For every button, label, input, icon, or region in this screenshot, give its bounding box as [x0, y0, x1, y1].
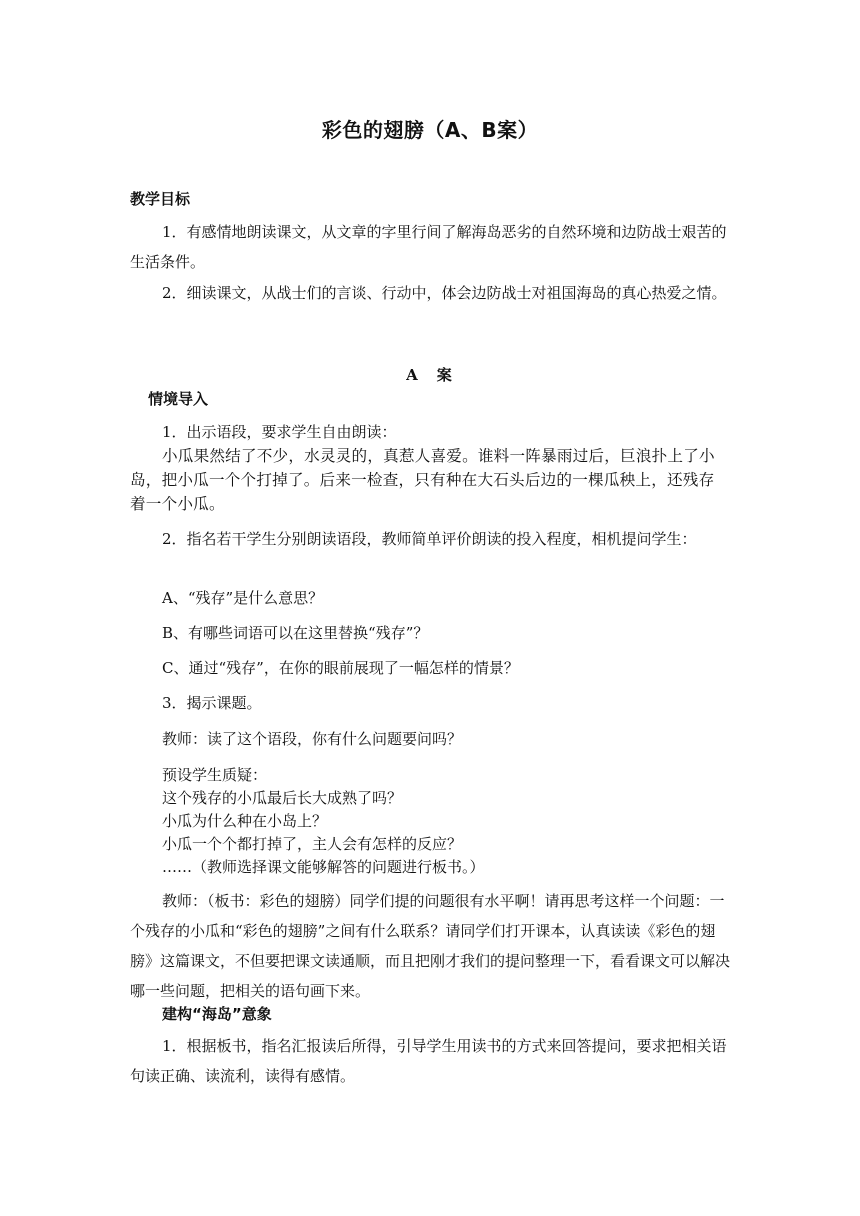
goal-2-paragraph: 2．细读课文，从战士们的言谈、行动中，体会边防战士对祖国海岛的真心热爱之情。 [162, 284, 727, 302]
preset-question-4: ……（教师选择课文能够解答的问题进行板书。） [162, 858, 485, 876]
goals-heading: 教学目标 [130, 190, 191, 208]
plan-a-heading: A 案 [406, 366, 454, 384]
question-c: C、通过“残存”，在你的眼前展现了一幅怎样的情景？ [162, 659, 519, 677]
build-heading: 建构“海岛”意象 [162, 1005, 272, 1023]
preset-question-1: 这个残存的小瓜最后长大成熟了吗？ [162, 789, 403, 807]
step-2-paragraph: 2．指名若干学生分别朗读语段，教师简单评价朗读的投入程度，相机提问学生： [162, 530, 697, 548]
preset-question-3: 小瓜一个个都打掉了，主人会有怎样的反应？ [162, 835, 463, 853]
quoted-passage: 小瓜果然结了不少，水灵灵的，真惹人喜爱。谁料一阵暴雨过后，巨浪扑上了小岛，把小瓜一个个打掉了。后来一检查，只有种在大石头后边的一棵瓜秧上，还残存着一个小瓜。 [130, 447, 715, 513]
build-step-1-paragraph: 1．根据板书，指名汇报读后所得，引导学生用读书的方式来回答提问，要求把相关语句读正确、读流利，读得有感情。 [130, 1037, 727, 1085]
teacher-instruction-paragraph: 教师：（板书：彩色的翅膀）同学们提的问题很有水平啊！请再思考这样一个问题：一个残存的小瓜和“彩色的翅膀”之间有什么联系？请同学们打开课本，认真读读《彩色的翅膀》这篇课文，不但要把课文读通顺，而且把刚才我们的提问整理一下，看看课文可以解决哪一些问题，把相关的语句画下来。 [130, 892, 731, 1000]
question-b: B、有哪些词语可以在这里替换“残存”？ [162, 624, 429, 642]
intro-heading: 情境导入 [148, 390, 209, 408]
step-1-text: 1．出示语段，要求学生自由朗读： [162, 423, 397, 441]
goal-1-paragraph: 1．有感情地朗读课文，从文章的字里行间了解海岛恶劣的自然环境和边防战士艰苦的生活条件。 [130, 223, 727, 271]
teacher-question: 教师：读了这个语段，你有什么问题要问吗？ [162, 730, 463, 748]
preset-question-2: 小瓜为什么种在小岛上？ [162, 812, 328, 830]
page-title: 彩色的翅膀（A、B案） [321, 118, 539, 142]
preset-label: 预设学生质疑： [162, 766, 268, 784]
question-a: A、“残存”是什么意思？ [162, 589, 324, 607]
step-3-text: 3．揭示课题。 [162, 694, 262, 712]
